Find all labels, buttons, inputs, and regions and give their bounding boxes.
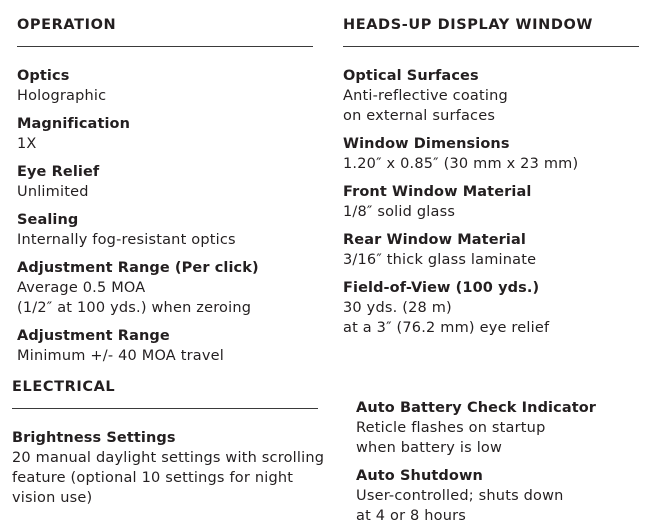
spec-value: (1/2″ at 100 yds.) when zeroing (17, 300, 252, 316)
spec-item (17, 114, 317, 154)
spec-label: Optics (17, 68, 70, 84)
spec-label: Auto Shutdown (356, 468, 483, 484)
operation-list (17, 66, 317, 366)
spec-value: on external surfaces (343, 108, 496, 124)
spec-item (12, 428, 332, 508)
spec-item (17, 326, 317, 366)
electrical-heading: ELECTRICAL (12, 379, 116, 395)
electrical-list (12, 428, 332, 508)
spec-value: Minimum +/- 40 MOA travel (17, 348, 225, 364)
spec-label: Adjustment Range (17, 328, 170, 344)
spec-value: 30 yds. (28 m) (343, 300, 452, 316)
spec-value: vision use) (12, 490, 93, 506)
spec-item (343, 134, 643, 174)
hud-section (343, 15, 639, 47)
spec-item (356, 398, 646, 458)
operation-heading: OPERATION (17, 17, 117, 33)
spec-item (17, 210, 317, 250)
spec-value: Average 0.5 MOA (17, 280, 146, 296)
electrical-section (12, 377, 318, 409)
spec-label: Sealing (17, 212, 79, 228)
spec-item (356, 466, 646, 526)
spec-value: at a 3″ (76.2 mm) eye relief (343, 320, 550, 336)
electrical-divider (12, 408, 318, 409)
spec-item (343, 66, 643, 126)
spec-value: at 4 or 8 hours (356, 508, 467, 524)
hud-divider (343, 46, 639, 47)
spec-item (343, 230, 643, 270)
spec-label: Magnification (17, 116, 131, 132)
spec-label: Adjustment Range (Per click) (17, 260, 259, 276)
spec-value: Reticle flashes on startup (356, 420, 546, 436)
operation-section (17, 15, 313, 47)
spec-label: Window Dimensions (343, 136, 510, 152)
spec-label: Optical Surfaces (343, 68, 479, 84)
spec-value: 3/16″ thick glass laminate (343, 252, 537, 268)
spec-value: Anti-reflective coating (343, 88, 508, 104)
spec-label: Eye Relief (17, 164, 100, 180)
spec-label: Brightness Settings (12, 430, 176, 446)
spec-value: Internally fog-resistant optics (17, 232, 236, 248)
operation-divider (17, 46, 313, 47)
spec-value: when battery is low (356, 440, 503, 456)
spec-item (17, 258, 317, 318)
spec-value: feature (optional 10 settings for night (12, 470, 294, 486)
spec-label: Rear Window Material (343, 232, 526, 248)
spec-item (343, 278, 643, 338)
spec-label: Auto Battery Check Indicator (356, 400, 597, 416)
spec-value: Holographic (17, 88, 107, 104)
spec-value: 1/8″ solid glass (343, 204, 456, 220)
spec-value: 20 manual daylight settings with scrolling (12, 450, 325, 466)
spec-label: Field-of-View (100 yds.) (343, 280, 540, 296)
spec-value: User-controlled; shuts down (356, 488, 564, 504)
hud-list (343, 66, 643, 338)
battery-list (356, 398, 646, 526)
spec-value: 1.20″ x 0.85″ (30 mm x 23 mm) (343, 156, 579, 172)
spec-label: Front Window Material (343, 184, 532, 200)
spec-item (343, 182, 643, 222)
spec-value: Unlimited (17, 184, 89, 200)
spec-value: 1X (17, 136, 37, 152)
spec-item (17, 66, 317, 106)
spec-item (17, 162, 317, 202)
hud-heading: HEADS-UP DISPLAY WINDOW (343, 17, 594, 33)
